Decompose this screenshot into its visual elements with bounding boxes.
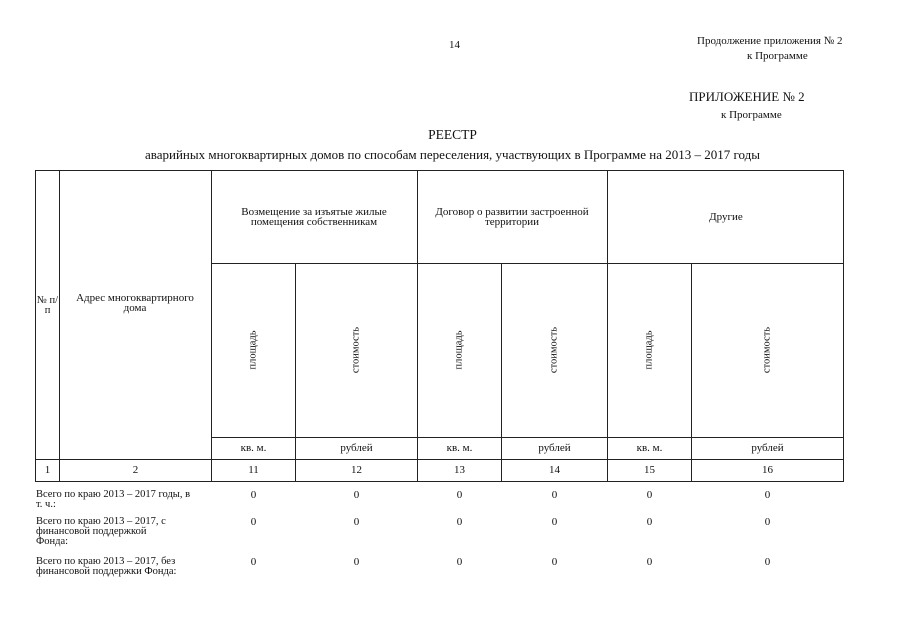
unit-cost-3: рублей (751, 442, 784, 454)
summary-row-value: 0 (353, 489, 360, 501)
summary-row-value: 0 (250, 489, 257, 501)
subheader-cost-1: стоимость (350, 326, 362, 374)
document-subtitle: аварийных многоквартирных домов по способам переселения, участвующих в Программе на 2013 – 2017 годы (145, 147, 760, 162)
col-number-13: 13 (454, 464, 465, 476)
summary-row-value: 0 (646, 556, 653, 568)
group-header-other: Другие (709, 211, 743, 223)
summary-row-value: 0 (764, 556, 771, 568)
summary-row-value: 0 (353, 556, 360, 568)
summary-row-value: 0 (456, 556, 463, 568)
summary-row-value: 0 (646, 516, 653, 528)
subheader-area-2: площадь (453, 330, 465, 370)
col-number-12: 12 (351, 464, 362, 476)
col-header-number: № п/п (36, 295, 59, 316)
unit-area-1: кв. м. (240, 442, 267, 454)
page-number: 14 (449, 39, 460, 51)
summary-row-label: Всего по краю 2013 – 2017, без финансовой поддержки Фонда: (36, 556, 177, 577)
unit-cost-1: рублей (340, 442, 373, 454)
summary-row-label: Всего по краю 2013 – 2017, с финансовой поддержкой Фонда: (36, 516, 166, 547)
appendix-subtitle: к Программе (721, 109, 782, 121)
summary-row-value: 0 (764, 516, 771, 528)
subheader-cost-3: стоимость (761, 326, 773, 374)
subheader-area-3: площадь (643, 330, 655, 370)
summary-row-value: 0 (456, 516, 463, 528)
subheader-area-1: площадь (247, 330, 259, 370)
summary-row-value: 0 (551, 489, 558, 501)
summary-row-value: 0 (551, 556, 558, 568)
col-header-address: Адрес многоквартирного дома (76, 292, 194, 314)
summary-row-value: 0 (250, 556, 257, 568)
summary-row-value: 0 (250, 516, 257, 528)
summary-row-label: Всего по краю 2013 – 2017 годы, в т. ч.: (36, 489, 191, 510)
col-number-15: 15 (644, 464, 655, 476)
summary-row-value: 0 (764, 489, 771, 501)
summary-row-value: 0 (551, 516, 558, 528)
unit-area-2: кв. м. (446, 442, 473, 454)
document-title: РЕЕСТР (428, 127, 477, 142)
summary-row-value: 0 (353, 516, 360, 528)
unit-area-3: кв. м. (636, 442, 663, 454)
subheader-cost-2: стоимость (548, 326, 560, 374)
group-header-compensation: Возмещение за изъятые жилые помещения собственникам (241, 206, 387, 228)
col-number-2: 2 (132, 464, 139, 476)
continuation-note-sub: к Программе (747, 50, 808, 62)
col-number-11: 11 (248, 464, 259, 476)
group-header-development: Договор о развитии застроенной территории (435, 206, 589, 228)
unit-cost-2: рублей (538, 442, 571, 454)
summary-row-value: 0 (646, 489, 653, 501)
col-number-16: 16 (762, 464, 773, 476)
continuation-note: Продолжение приложения № 2 (697, 35, 843, 47)
summary-row-value: 0 (456, 489, 463, 501)
appendix-title: ПРИЛОЖЕНИЕ № 2 (689, 89, 805, 104)
col-number-1: 1 (44, 464, 51, 476)
col-number-14: 14 (549, 464, 560, 476)
